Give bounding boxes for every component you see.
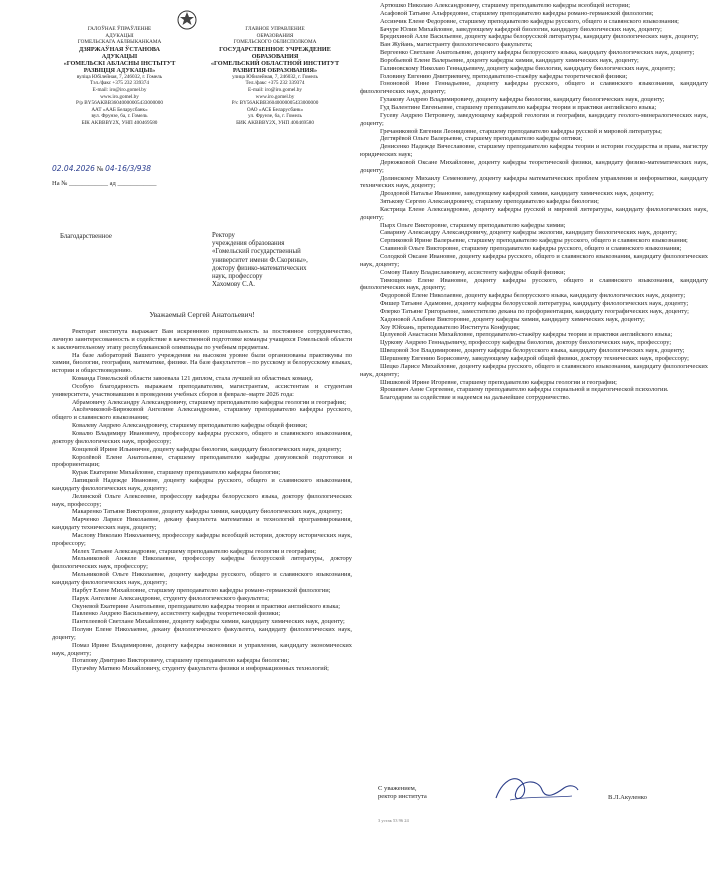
institution-title-line: РАЗВИТИЯ ОБРАЗОВАНИЯ»: [232, 66, 318, 74]
body-paragraph: Федоровой Елене Николаевне, доценту кафедры белорусского языка, кандидату филологических наук, доценту;: [380, 292, 686, 300]
contact-line: БИК AKBBBY2X, УНП 400469580: [236, 119, 314, 126]
body-paragraph: Славиной Ольге Викторовне, старшему преподавателю кафедры русского, общего и славянского языкознания;: [380, 245, 682, 253]
right-column: [360, 2, 710, 868]
document-type: Благодарственное: [60, 233, 112, 240]
ministry-line: ОБРАЗОВАНИЯ: [256, 32, 294, 39]
ministry-line: АДУКАЦЫІ: [105, 32, 134, 39]
body-paragraph: Ковалю Владимиру Ивановичу, профессору кафедры русского, общего и славянского языкознания, доктору филологических наук, профессору;: [52, 429, 352, 445]
contact-line: ОАО «АСБ Беларусбанк»: [246, 106, 304, 113]
body-paragraph: Хадоновой Альбине Викторовне, доценту кафедры химии, кандидату химических наук, доценту;: [380, 315, 645, 323]
contact-line: E-mail: iro@iro.gomel.by: [248, 86, 302, 93]
body-paragraph: Долинскому Михаилу Семеновичу, доценту кафедры математических проблем управления и информатики, кандидату технических наук, доценту;: [360, 174, 708, 190]
body-paragraph: Ректорат института выражает Вам искреннюю признательность за постоянное сотрудничество, личную заинтересованность и содействие в качественной подготовке команды учащихся Гомельской области к заключительному этапу республиканской олимпиады по учебным предметам.: [52, 328, 352, 351]
body-paragraph: Дерюжковой Оксане Михайловне, доценту кафедры теоретической физики, кандидату физико-математических наук, доценту;: [360, 158, 708, 174]
addressee-line: «Гомельский государственный: [212, 248, 301, 256]
contact-line: БІК AKBBBY2X, УНП 400469580: [81, 119, 158, 126]
contact-line: ул. Фрунзе, 6а, г. Гомель: [248, 113, 302, 120]
ministry-line: ГЛАВНОЕ УПРАВЛЕНИЕ: [245, 26, 305, 32]
institution-title-line: АДУКАЦЫІ: [101, 52, 138, 60]
contact-line: вул. Фрунзе, 6а, г. Гомель: [91, 113, 148, 120]
contact-line: Р/с BY56AKBB36040000005433000000: [231, 100, 319, 107]
body-paragraph: Бредихиной Алле Васильевне, доценту кафедры белорусской литературы, кандидату филологических наук, доценту;: [380, 33, 699, 41]
reference-number: 04-16/3/938: [105, 164, 152, 173]
closing-line: ректор института: [378, 793, 427, 800]
contact-line: вуліца Юбілейная, 7, 246032, г. Гомель: [76, 73, 163, 80]
footer-note: 3 устак 53 96 24: [378, 818, 409, 823]
institution-title-line: «ГОМЕЛЬСКІ АБЛАСНЫ ІНСТЫТУТ: [63, 59, 176, 67]
body-paragraph: Цуркову Андрею Геннадьевичу, профессору кафедры биологии, доктору биологических наук, профессору;: [380, 339, 672, 347]
ministry-line: ГОМЕЛЬСКОГО ОБЛИСПОЛКОМА: [233, 39, 317, 46]
incoming-ref-mid: ад: [109, 180, 116, 187]
body-paragraph: Галиновскому Николаю Геннадьевичу, доценту кафедры биологии, кандидату биологических наук, доценту;: [380, 64, 676, 72]
letterhead-belarusian: [52, 26, 187, 127]
body-paragraph: Нарбут Елене Михайловне, старшему преподавателю кафедры романо-германской филологии;: [72, 586, 331, 594]
body-paragraph: Гусеву Андрею Петровичу, заведующему кафедрой геологии и географии, кандидату геолого-минералогических наук, доценту;: [360, 111, 708, 127]
body-paragraph: Шершневу Евгению Борисовичу, заведующему кафедрой общей физики, доктору технических наук, профессору;: [380, 354, 689, 362]
contact-line: Р/р BY56AKBB36040000005433000000: [76, 100, 163, 107]
body-paragraph: Полуян Елене Николаевне, декану филологического факультета, кандидату филологических наук, доценту;: [52, 626, 352, 641]
institution-title-line: ДЗЯРЖАЎНАЯ ЎСТАНОВА: [78, 45, 161, 53]
body-paragraph: Гулакову Андрею Владимировичу, доценту кафедры биологии, кандидату биологических наук, доценту;: [380, 96, 665, 104]
incoming-reference-line: На № ____________ ад ____________: [52, 180, 157, 187]
contact-line: ААТ «ААБ Беларусбанк»: [91, 106, 148, 113]
body-paragraph: Помаз Ирине Владимировне, доценту кафедры экономики и управления, кандидату экономических наук, доценту;: [52, 641, 352, 657]
contact-line: Тэл./факс +375 232 339374: [90, 80, 149, 87]
signer-name: В.Л.Акуленко: [608, 794, 647, 801]
body-paragraph: Кастрица Елене Александровне, доценту кафедры русской и мировой литературы, кандидату филологических наук, доценту;: [360, 205, 708, 221]
addressee-line: доктору физико-математических: [212, 264, 307, 272]
body-paragraph: Фишер Татьяне Адамовне, доценту кафедры белорусской литературы, кандидату филологических наук, доценту;: [380, 300, 689, 308]
institution-title-line: «ГОМЕЛЬСКИЙ ОБЛАСТНОЙ ИНСТИТУТ: [210, 59, 340, 67]
body-paragraph: Ассинчик Елене Федоровне, старшему преподавателю кафедры русского, общего и славянского языкознания;: [380, 17, 679, 25]
body-paragraph: Вергеенко Светлане Анатольевне, доценту кафедры белорусского языка, кандидату филологических наук, доценту;: [380, 49, 695, 57]
body-paragraph: Гречаниковой Евгении Леонидовне, старшему преподавателю кафедры русской и мировой литературы;: [380, 127, 662, 135]
body-paragraph: Окуневой Екатерине Анатольевне, преподавателю кафедры теории и практики английского языка;: [72, 602, 341, 610]
addressee-line: учреждения образования: [212, 240, 285, 248]
body-paragraph: Хоу Юйхань, преподавателю Института Конфуция;: [380, 323, 520, 331]
institution-title-line: ОБРАЗОВАНИЯ: [251, 52, 299, 60]
body-paragraph: Зятькову Сергею Александровичу, старшему преподавателю кафедры биологии;: [380, 198, 599, 206]
body-paragraph: Дроздовой Наталье Ивановне, заведующему кафедрой химии, кандидату химических наук, доценту;: [380, 190, 654, 198]
body-paragraph: Макаренко Татьяне Викторовне, доценту кафедры химии, кандидату биологических наук, доценту;: [72, 508, 343, 516]
reference-number-prefix: №: [96, 165, 104, 173]
body-paragraph: Бачуре Юлии Михайловне, заведующему кафедрой биологии, кандидату биологических наук, доценту;: [380, 25, 662, 33]
body-left: [52, 328, 352, 673]
contact-line: www.iro.gomel.by: [255, 93, 295, 100]
body-paragraph: Пырх Ольге Викторовне, старшему преподавателю кафедры химии;: [380, 221, 566, 229]
body-paragraph: Денисенко Надежде Вячеславовне, старшему преподавателю кафедры теории и истории государства и права, магистру юридических наук;: [360, 143, 708, 159]
incoming-ref-prefix: На №: [52, 180, 68, 187]
body-paragraph: Дегтярёвой Ольге Валерьевне, старшему преподавателю кафедры оптики;: [380, 135, 583, 143]
contact-line: E-mail: iro@iro.gomel.by: [92, 86, 147, 93]
ministry-line: ГАЛОЎНАЕ ЎПРАЎЛЕННЕ: [87, 26, 152, 32]
body-paragraph: Маслову Николаю Николаевичу, профессору кафедры всеобщей истории, доктору исторических наук, профессору;: [52, 531, 352, 547]
body-paragraph: Артюшко Николаю Александровичу, старшему преподавателю кафедры всеобщей истории;: [380, 2, 631, 9]
closing-line: С уважением,: [378, 785, 417, 792]
body-paragraph: Гононовой Инне Геннадьевне, доценту кафедры русского, общего и славянского языкознания, кандидату филологических наук, доценту;: [360, 80, 708, 96]
reference-line: [52, 164, 151, 173]
left-column: [52, 8, 352, 868]
contact-line: Тел./факс +375 232 339374: [245, 80, 305, 87]
body-paragraph: Аксёнчиковой-Бирюковой Ангелине Александровне, старшему преподавателю кафедры русского, общего и славянского языкознания;: [52, 406, 352, 422]
body-right: [360, 2, 708, 402]
body-paragraph: Парук Ангелине Александровне, студенту филологического факультета;: [72, 594, 269, 602]
body-paragraph: Ковалеву Андрею Александровичу, старшему преподавателю кафедры общей физики;: [72, 422, 308, 430]
body-paragraph: Мелех Татьяне Александровне, старшему преподавателю кафедры геологии и географии;: [72, 547, 317, 555]
addressee-line: университет имени Ф.Скорины»,: [212, 256, 308, 264]
reference-date: 02.04.2026: [52, 164, 95, 173]
body-paragraph: Лапицкой Надежде Ивановне, доценту кафедры русского, общего и славянского языкознания, кандидату филологических наук, доценту;: [52, 477, 352, 492]
body-paragraph: Серпиковой Ирине Валерьевне, старшему преподавателю кафедры русского, общего и славянского языкознания;: [380, 237, 688, 245]
institution-title-line: ГОСУДАРСТВЕННОЕ УЧРЕЖДЕНИЕ: [219, 45, 331, 53]
closing-block: [378, 785, 427, 801]
body-paragraph: Особую благодарность выражаем преподавателям, магистрантам, ассистентам и студентам университета, участвовавшим в проведении учебных сборов в феврале–марте 2026 года:: [52, 382, 352, 398]
body-paragraph: Тимощенко Елене Ивановне, доценту кафедры русского, общего и славянского языкознания, кандидату филологических наук, доценту;: [360, 276, 708, 292]
body-paragraph: Воробьевой Елене Валерьевне, доценту кафедры химии, кандидату химических наук, доценту;: [380, 56, 639, 64]
body-paragraph: Целуевой Анастасии Михайловне, преподавателю-стажёру кафедры теории и практики английского языка;: [380, 331, 673, 339]
body-paragraph: Павленко Андрею Васильевичу, ассистенту кафедры теоретической физики;: [72, 610, 281, 618]
contact-line: www.iro.gomel.by: [100, 93, 139, 100]
body-paragraph: Швецовой Зое Владимировне, доценту кафедры белорусского языка, кандидату филологических наук, доценту;: [380, 347, 685, 355]
body-paragraph: Шишковой Ирине Игоревне, старшему преподавателю кафедры геологии и географии;: [380, 378, 617, 386]
body-paragraph: Головину Евгению Дмитриевичу, преподавателю-стажёру кафедры теоретической физики;: [380, 72, 628, 80]
body-paragraph: Солодкой Оксане Ивановне, доценту кафедры русского, общего и славянского языкознания, кандидату филологических наук, доценту;: [360, 253, 708, 268]
ministry-line: ГОМЕЛЬСКАГА АБЛВЫКАНКАМА: [77, 39, 162, 46]
body-paragraph: Абрамовичу Александру Александровичу, старшему преподавателю кафедры геологии и географии;: [72, 398, 347, 406]
addressee-block: [212, 232, 352, 289]
body-paragraph: Гуд Валентине Евгеньевне, старшему преподавателю кафедры теории и практики английского языка;: [380, 103, 657, 111]
body-paragraph: Сомову Павлу Владиславовичу, ассистенту кафедры общей физики;: [380, 268, 566, 276]
body-paragraph: Потапову Дмитрию Викторовичу, старшему преподавателю кафедры биологии;: [72, 657, 290, 665]
handwritten-signature: [490, 772, 580, 808]
contact-line: улица Юбилейная, 7, 246032, г. Гомель: [232, 73, 318, 80]
letterhead-russian: [200, 26, 350, 127]
body-paragraph: Курак Екатерине Михайловне, старшему преподавателю кафедры биологии;: [72, 469, 281, 477]
body-paragraph: Ярошевич Анне Сергеевне, старшему преподавателю кафедры социальной и педагогической психологии.: [380, 386, 669, 394]
body-paragraph: Команда Гомельской области завоевала 121 диплом, стала лучшей из областных команд.: [72, 375, 314, 383]
addressee-line: Хахомову С.А.: [212, 281, 255, 289]
body-paragraph: Концевой Ирине Ильиничне, доценту кафедры биологии, кандидату биологических наук, доценту;: [72, 445, 342, 453]
body-paragraph: Мельниковой Анжеле Николаевне, профессору кафедры белорусской литературы, доктору филологических наук, профессору;: [52, 555, 352, 571]
body-paragraph: На базе лабораторий Вашего учреждения на высоком уровне были организованы практикумы по химии, биологии, географии, математике, физике. На базе факультетов – по русскому и белорусскому языках, истории и обществоведению.: [52, 351, 352, 375]
body-paragraph: Флерко Татьяне Григорьевне, заместителю декана по профориентации, кандидату географических наук, доценту;: [380, 307, 689, 315]
addressee-line: Ректору: [212, 232, 235, 239]
body-paragraph: Саварину Александру Александровичу, доценту кафедры экологии, кандидату биологических наук, доценту;: [380, 229, 677, 237]
body-paragraph: Королёвой Елене Анатольевне, старшему преподавателю кафедры довузовской подготовки и профориентации;: [52, 453, 352, 469]
body-paragraph: Марченко Ларисе Николаевне, декану факультета математики и технологий программирования, кандидату технических наук, доценту;: [52, 516, 352, 532]
body-paragraph: Пугачёву Матвею Михайловичу, студенту факультета физики и информационных технологий;: [72, 665, 329, 673]
closing-paragraph: Благодарим за содействие и надеемся на дальнейшее сотрудничество.: [380, 394, 571, 402]
body-paragraph: Лелинской Ольге Алексеевне, профессору кафедры белорусского языка, доктору филологических наук, профессору;: [52, 492, 352, 508]
body-paragraph: Ван Жуйань, магистранту филологического факультета;: [380, 41, 533, 49]
salutation: Уважаемый Сергей Анатольевич!: [149, 310, 255, 319]
body-paragraph: Асафовой Татьяне Альфредовне, старшему преподавателю кафедры романо-германской филологии;: [380, 9, 654, 17]
institution-title-line: РАЗВІЦЦЯ АДУКАЦЫІ»: [83, 66, 156, 74]
body-paragraph: Мельниковой Ольге Николаевне, доценту кафедры русского, общего и славянского языкознания, кандидату филологических наук, доценту;: [52, 571, 352, 586]
body-paragraph: Пантелеевой Светлане Михайловне, доценту кафедры химии, кандидату химических наук, доценту;: [72, 618, 345, 626]
body-paragraph: Шецко Ларисе Михайловне, доценту кафедры русского, общего и славянского языкознания, кандидату филологических наук, доценту;: [360, 362, 708, 378]
addressee-line: наук, профессору: [212, 273, 263, 281]
